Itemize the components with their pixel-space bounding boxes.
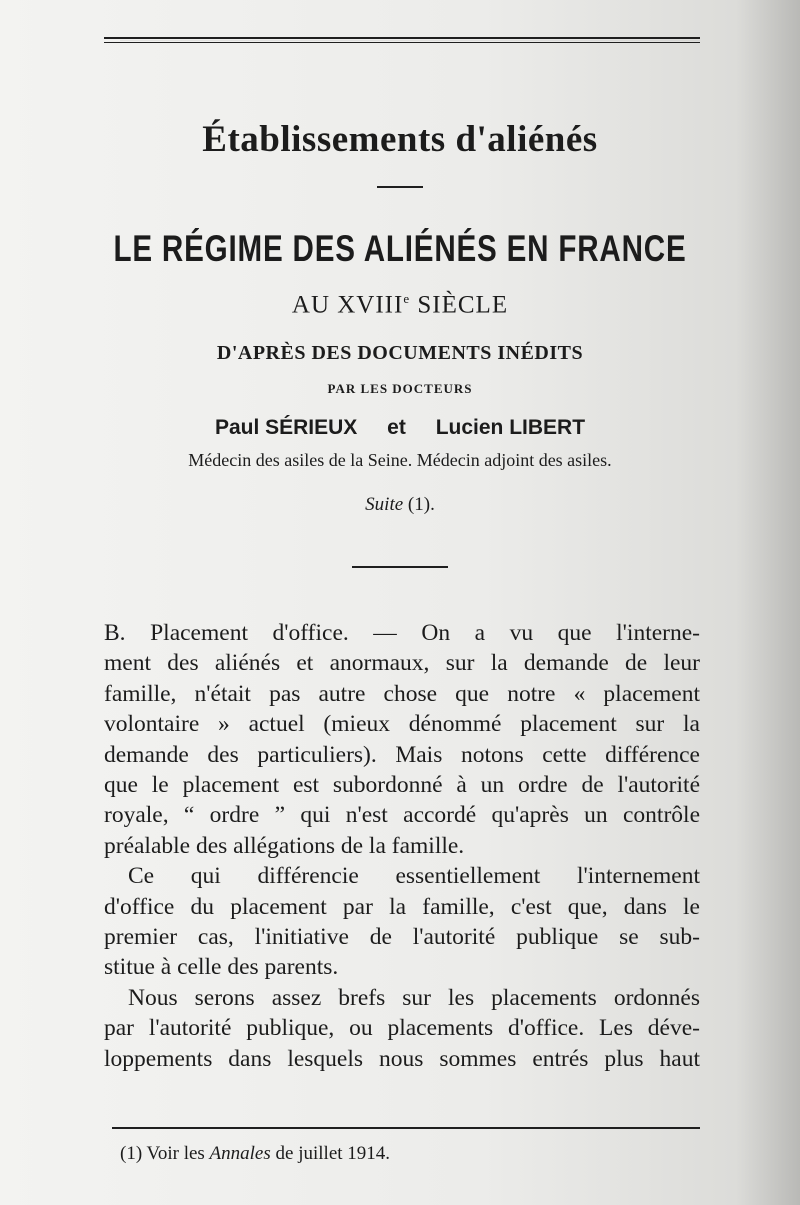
article-title: LE RÉGIME DES ALIÉNÉS EN FRANCE xyxy=(113,228,687,269)
body-line: B. Placement d'office. — On a vu que l'interne- xyxy=(104,620,700,646)
footnote-journal: Annales xyxy=(209,1143,271,1164)
article-subtitle: AU XVIIIe SIÈCLE xyxy=(291,291,509,319)
body-line: famille, n'était pas autre chose que notre « placement xyxy=(104,680,700,707)
author-roles: Médecin des asiles de la Seine. Médecin adjoint des asiles. xyxy=(188,450,612,470)
body-line: volontaire » actuel (mieux dénommé placement sur la xyxy=(104,711,700,738)
header-rule-bottom xyxy=(104,42,700,43)
by-line: PAR LES DOCTEURS xyxy=(327,381,473,396)
suite-reference: (1). xyxy=(407,494,435,515)
body-line: d'office du placement par la famille, c'est que, dans le xyxy=(104,893,700,920)
body-line: par l'autorité publique, ou placements d'office. Les déve- xyxy=(104,1015,700,1042)
suite-line xyxy=(0,494,800,516)
body-line: Ce qui différencie essentiellement l'internement xyxy=(128,863,700,890)
body-text xyxy=(104,618,700,1074)
body-line: stitue à celle des parents. xyxy=(104,954,339,981)
authors-line xyxy=(0,416,800,440)
author-1: Paul SÉRIEUX xyxy=(214,416,358,439)
body-line: royale, “ ordre ” qui n'est accordé qu'après un contrôle xyxy=(104,802,700,829)
article-subtitle-2: D'APRÈS DES DOCUMENTS INÉDITS xyxy=(216,342,584,364)
suite-word: Suite xyxy=(365,494,404,515)
footnote-rule xyxy=(112,1127,700,1129)
body-line: premier cas, l'initiative de l'autorité publique se sub- xyxy=(104,924,700,951)
footnote-prefix: (1) Voir les xyxy=(120,1143,205,1164)
header-rule-top xyxy=(104,37,700,39)
section-title: Établissements d'aliénés xyxy=(202,119,598,160)
body-line: Nous serons assez brefs sur les placements ordonnés xyxy=(128,984,700,1011)
author-conjunction: et xyxy=(387,416,406,439)
body-divider xyxy=(352,566,448,568)
title-divider xyxy=(377,186,423,188)
body-line: préalable des allégations de la famille. xyxy=(104,832,465,859)
footnote-suffix: de juillet 1914. xyxy=(275,1143,391,1164)
body-line: que le placement est subordonné à un ordre de l'autorité xyxy=(104,772,700,799)
body-line: ment des aliénés et anormaux, sur la demande de leur xyxy=(104,650,700,677)
body-line: demande des particuliers). Mais notons cette différence xyxy=(104,741,700,768)
body-line: loppements dans lesquels nous sommes entrés plus haut xyxy=(104,1045,700,1072)
author-2: Lucien LIBERT xyxy=(435,416,586,439)
footnote xyxy=(120,1143,390,1165)
